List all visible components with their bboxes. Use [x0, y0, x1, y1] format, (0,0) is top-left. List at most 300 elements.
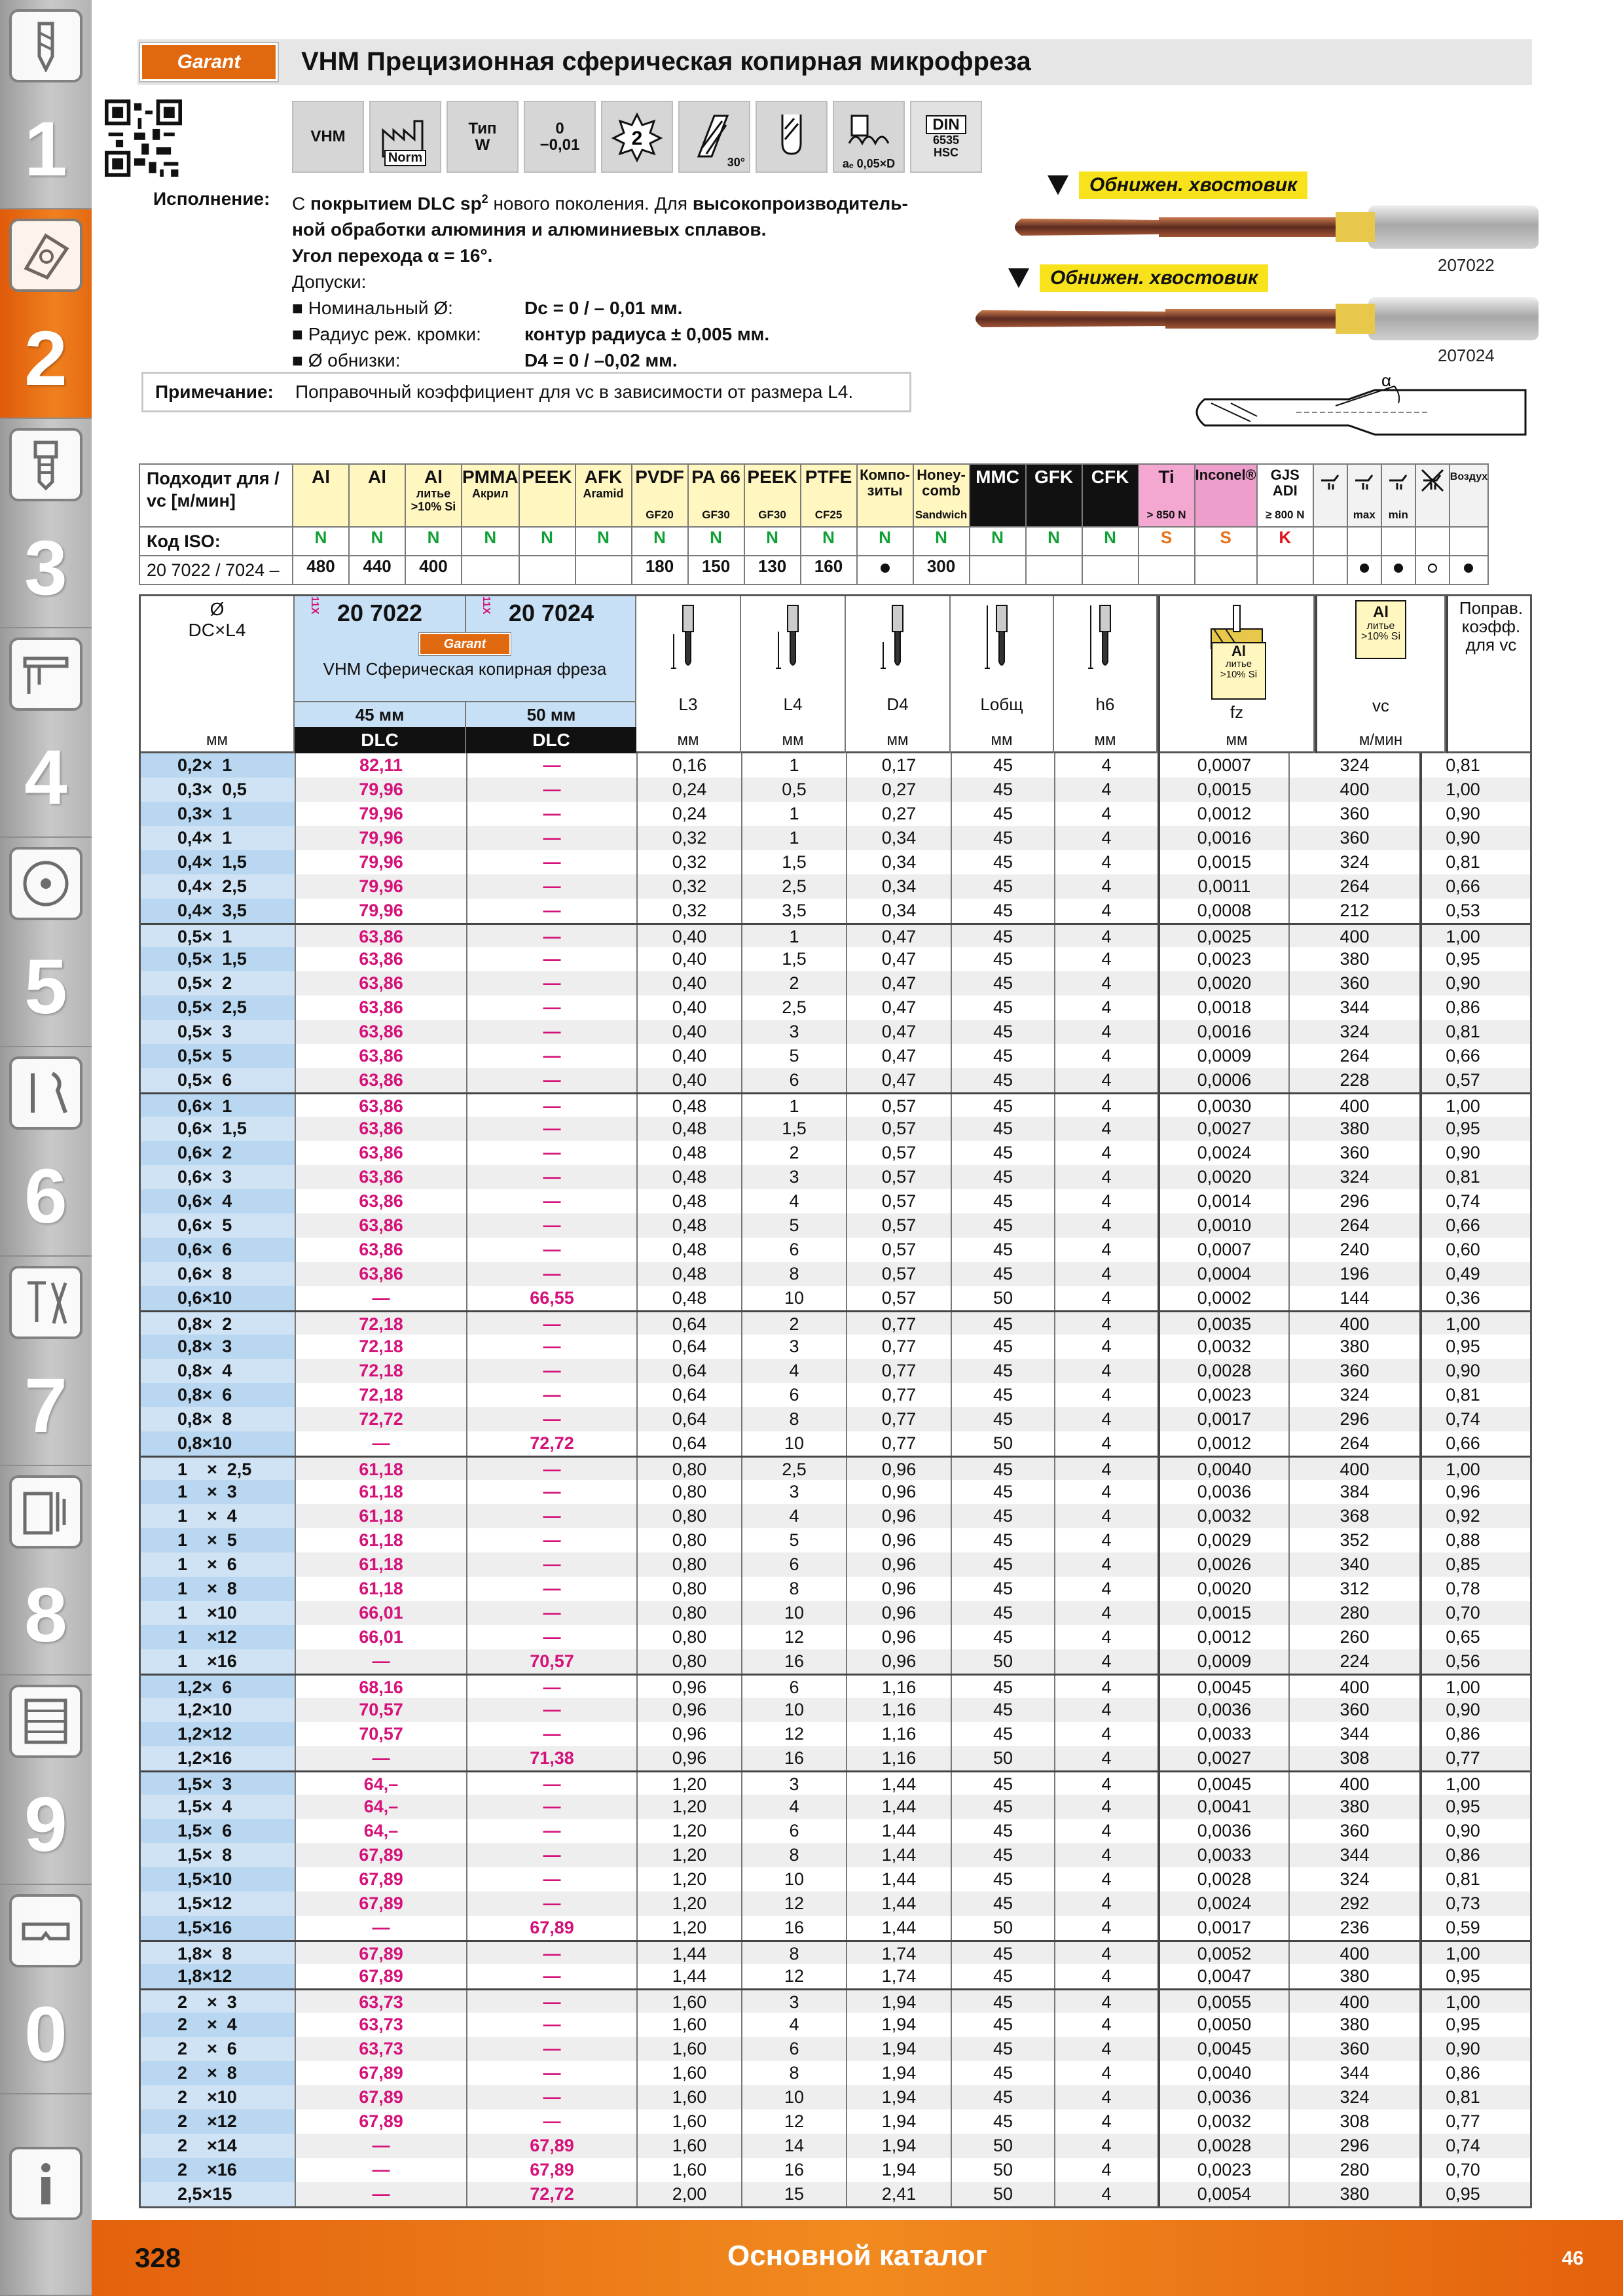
cell-l-total: 45 [951, 2085, 1054, 2109]
cell-speed-vc: 360 [1288, 2037, 1419, 2061]
unit-label: мм [886, 731, 909, 749]
cell-price-207022[interactable]: 61,18 [295, 1528, 466, 1552]
cell-price-207024[interactable]: — [466, 1819, 636, 1843]
cell-feed-fz: 0,0036 [1158, 1698, 1288, 1722]
cell-price-207022[interactable]: 67,89 [295, 1942, 466, 1964]
chapter-tab-info[interactable] [0, 2094, 92, 2296]
cell-price-207022[interactable]: 67,89 [295, 1843, 466, 1867]
cell-l3: 0,32 [636, 826, 741, 850]
cell-price-207022[interactable]: 63,86 [295, 1068, 466, 1092]
table-row[interactable] [141, 1770, 1530, 1795]
table-row[interactable] [141, 2061, 1530, 2085]
cell-l3: 0,80 [636, 1601, 741, 1625]
cell-price-207022[interactable]: 82,11 [295, 753, 466, 778]
cell-price-207022[interactable]: 63,86 [295, 1238, 466, 1262]
cell-price-207024[interactable]: — [466, 1480, 636, 1504]
table-row[interactable] [141, 1189, 1530, 1213]
table-row[interactable] [141, 1698, 1530, 1722]
table-row[interactable] [141, 2109, 1530, 2134]
material-sub: > 850 N [1146, 509, 1186, 521]
iso-code: N [349, 527, 405, 556]
cell-shank-h6: 4 [1054, 850, 1158, 874]
chapter-tab-5[interactable] [0, 838, 92, 1047]
cutting-speed [1082, 556, 1139, 584]
cell-l4: 3 [741, 1990, 846, 2013]
table-row[interactable] [141, 826, 1530, 850]
cell-feed-fz: 0,0016 [1158, 1020, 1288, 1044]
cell-l3: 0,64 [636, 1312, 741, 1335]
cell-price-207024[interactable]: — [466, 802, 636, 826]
table-row[interactable] [141, 1044, 1530, 1068]
cell-speed-vc: 368 [1288, 1504, 1419, 1528]
cell-price-207022[interactable]: 70,57 [295, 1698, 466, 1722]
cell-price-207022[interactable]: 67,89 [295, 2085, 466, 2109]
cell-price-207022[interactable]: 61,18 [295, 1480, 466, 1504]
product-code-207022[interactable] [295, 596, 466, 633]
table-row[interactable] [141, 1577, 1530, 1601]
cell-price-207024[interactable]: — [466, 996, 636, 1020]
cell-price-207024[interactable]: — [466, 874, 636, 899]
cell-price-207022[interactable]: 63,86 [295, 971, 466, 996]
cell-price-207024[interactable]: — [466, 1213, 636, 1238]
cell-speed-vc: 380 [1288, 1795, 1419, 1819]
col-h6-head [1054, 596, 1158, 753]
cell-price-207022[interactable]: 68,16 [295, 1676, 466, 1698]
cell-price-207022[interactable]: — [295, 1916, 466, 1940]
cell-price-207022[interactable]: 63,86 [295, 947, 466, 971]
cell-price-207024[interactable]: — [466, 1964, 636, 1988]
table-row[interactable] [141, 778, 1530, 802]
table-row[interactable] [141, 2134, 1530, 2158]
table-row[interactable] [141, 1916, 1530, 1940]
cell-l-total: 50 [951, 2134, 1054, 2158]
cell-feed-fz: 0,0011 [1158, 874, 1288, 899]
cell-feed-fz: 0,0018 [1158, 996, 1288, 1020]
chapter-tab-8[interactable] [0, 1466, 92, 1676]
cell-price-207022[interactable]: 63,86 [295, 925, 466, 947]
cell-price-207024[interactable]: 67,89 [466, 1916, 636, 1940]
cell-price-207024[interactable]: — [466, 1867, 636, 1892]
table-row[interactable] [141, 1722, 1530, 1746]
table-row[interactable] [141, 1552, 1530, 1577]
cell-price-207022[interactable]: 72,72 [295, 1407, 466, 1431]
table-row[interactable] [141, 1940, 1530, 1964]
table-row[interactable] [141, 971, 1530, 996]
table-row[interactable] [141, 1795, 1530, 1819]
table-row[interactable] [141, 1746, 1530, 1770]
cell-price-207022[interactable]: 67,89 [295, 1964, 466, 1988]
cell-correction: 0,74 [1419, 1407, 1504, 1431]
material-name: PTFE [805, 467, 852, 487]
cutting-speed [1257, 556, 1313, 584]
cell-price-207022[interactable]: 63,86 [295, 1189, 466, 1213]
cell-price-207024[interactable]: — [466, 1601, 636, 1625]
table-row[interactable] [141, 1286, 1530, 1310]
iso-code: S [1195, 527, 1257, 556]
cell-size: 1,2×12 [141, 1722, 295, 1746]
cell-l-total: 45 [951, 2061, 1054, 2085]
cell-price-207022[interactable]: 61,18 [295, 1552, 466, 1577]
cell-price-207022[interactable]: 79,96 [295, 899, 466, 923]
table-row[interactable] [141, 1238, 1530, 1262]
cell-correction: 0,36 [1419, 1286, 1504, 1310]
cell-price-207022[interactable]: 66,01 [295, 1601, 466, 1625]
cell-price-207024[interactable]: — [466, 1552, 636, 1577]
cell-price-207024[interactable]: — [466, 1892, 636, 1916]
cell-price-207022[interactable]: 64,– [295, 1795, 466, 1819]
cell-price-207024[interactable]: — [466, 971, 636, 996]
cell-l-total: 45 [951, 2013, 1054, 2037]
table-row[interactable] [141, 1117, 1530, 1141]
cell-l-total: 45 [951, 1843, 1054, 1867]
cell-l3: 1,60 [636, 2013, 741, 2037]
catalog-title: Основной каталог [727, 2240, 987, 2272]
cell-price-207022[interactable]: — [295, 1649, 466, 1674]
material-col-head [575, 464, 632, 527]
cell-shank-h6: 4 [1054, 1189, 1158, 1213]
cell-price-207022[interactable]: 72,18 [295, 1312, 466, 1335]
cell-l-total: 45 [951, 1312, 1054, 1335]
table-row[interactable] [141, 874, 1530, 899]
table-row[interactable] [141, 1359, 1530, 1383]
cell-price-207022[interactable]: 64,– [295, 1772, 466, 1795]
cell-price-207022[interactable]: 61,18 [295, 1504, 466, 1528]
table-row[interactable] [141, 2158, 1530, 2182]
cell-price-207024[interactable]: — [466, 1990, 636, 2013]
cell-price-207024[interactable]: — [466, 2037, 636, 2061]
cell-feed-fz: 0,0041 [1158, 1795, 1288, 1819]
cutting-speed: 160 [801, 556, 857, 584]
cell-price-207024[interactable]: 72,72 [466, 2182, 636, 2206]
material-name: MMC [976, 467, 1019, 487]
cell-price-207022[interactable]: 63,86 [295, 1213, 466, 1238]
table-row[interactable] [141, 1020, 1530, 1044]
cell-price-207024[interactable]: 72,72 [466, 1431, 636, 1456]
cell-price-207024[interactable]: — [466, 1189, 636, 1213]
cell-feed-fz: 0,0032 [1158, 1504, 1288, 1528]
table-row[interactable] [141, 2182, 1530, 2206]
cell-price-207022[interactable]: 63,73 [295, 1990, 466, 2013]
cell-price-207024[interactable]: — [466, 1359, 636, 1383]
cell-price-207024[interactable]: 67,89 [466, 2158, 636, 2182]
cell-price-207024[interactable]: 67,89 [466, 2134, 636, 2158]
table-row[interactable] [141, 802, 1530, 826]
table-row[interactable] [141, 1528, 1530, 1552]
table-row[interactable] [141, 1504, 1530, 1528]
cell-l3: 0,40 [636, 1020, 741, 1044]
cell-price-207022[interactable]: 63,73 [295, 2037, 466, 2061]
cell-price-207022[interactable]: — [295, 2158, 466, 2182]
chapter-tab-7[interactable] [0, 1257, 92, 1466]
milling-insert-icon [9, 219, 82, 292]
chapter-tab-6[interactable] [0, 1047, 92, 1257]
cell-feed-fz: 0,0023 [1158, 2158, 1288, 2182]
cell-price-207024[interactable]: — [466, 1795, 636, 1819]
cell-price-207024[interactable]: — [466, 778, 636, 802]
cell-speed-vc: 264 [1288, 1213, 1419, 1238]
cell-price-207022[interactable]: 61,18 [295, 1577, 466, 1601]
cell-speed-vc: 308 [1288, 2109, 1419, 2134]
cell-l4: 8 [741, 1262, 846, 1286]
cell-price-207022[interactable]: 63,86 [295, 1044, 466, 1068]
cell-price-207022[interactable]: 72,18 [295, 1383, 466, 1407]
iso-empty [1450, 527, 1488, 556]
cell-price-207024[interactable]: — [466, 1458, 636, 1480]
chapter-tab-2[interactable] [0, 209, 92, 419]
cell-size: 1 × 5 [141, 1528, 295, 1552]
col-fz-head [1158, 596, 1315, 753]
cell-size: 1 ×10 [141, 1601, 295, 1625]
iso-code: N [688, 527, 744, 556]
cell-speed-vc: 360 [1288, 971, 1419, 996]
cell-price-207024[interactable]: — [466, 2061, 636, 2085]
table-row[interactable] [141, 996, 1530, 1020]
table-row[interactable] [141, 1674, 1530, 1698]
cell-price-207022[interactable]: 63,86 [295, 1262, 466, 1286]
chapter-tab-3[interactable] [0, 419, 92, 628]
cell-speed-vc: 228 [1288, 1068, 1419, 1092]
table-row[interactable] [141, 1141, 1530, 1165]
table-row[interactable] [141, 1964, 1530, 1988]
table-row[interactable] [141, 1867, 1530, 1892]
table-row[interactable] [141, 2013, 1530, 2037]
table-row[interactable] [141, 1988, 1530, 2013]
chapter-tab-9[interactable] [0, 1676, 92, 1885]
iso-code: N [801, 527, 857, 556]
cell-size: 0,5× 3 [141, 1020, 295, 1044]
cell-price-207024[interactable]: — [466, 2085, 636, 2109]
cell-l3: 0,40 [636, 925, 741, 947]
table-row[interactable] [141, 899, 1530, 923]
material-col-head [349, 464, 405, 527]
cell-price-207022[interactable]: 63,86 [295, 1020, 466, 1044]
cell-price-207022[interactable]: 67,89 [295, 2061, 466, 2085]
table-row[interactable] [141, 1456, 1530, 1480]
table-row[interactable] [141, 923, 1530, 947]
cell-size: 0,8× 2 [141, 1312, 295, 1335]
table-row[interactable] [141, 1383, 1530, 1407]
cell-l3: 1,60 [636, 2037, 741, 2061]
cell-shank-h6: 4 [1054, 1698, 1158, 1722]
cell-price-207022[interactable]: 63,86 [295, 1094, 466, 1117]
table-row[interactable] [141, 1310, 1530, 1335]
table-row[interactable] [141, 1601, 1530, 1625]
diameter-head-text: Ø DC×L4 [188, 599, 246, 640]
table-row[interactable] [141, 1092, 1530, 1117]
table-row[interactable] [141, 1649, 1530, 1674]
cell-price-207024[interactable]: — [466, 1843, 636, 1867]
cell-shank-h6: 4 [1054, 1213, 1158, 1238]
cell-size: 1 ×16 [141, 1649, 295, 1674]
cell-l4: 4 [741, 1504, 846, 1528]
cell-price-207022[interactable]: — [295, 1746, 466, 1770]
table-row[interactable] [141, 2085, 1530, 2109]
chapter-tab-0[interactable] [0, 1885, 92, 2094]
cell-l-total: 45 [951, 1359, 1054, 1383]
cell-correction: 0,66 [1419, 1431, 1504, 1456]
cell-l-total: 45 [951, 2037, 1054, 2061]
cell-shank-h6: 4 [1054, 2013, 1158, 2037]
al-material-box [1355, 600, 1406, 659]
cell-l-total: 45 [951, 850, 1054, 874]
cell-feed-fz: 0,0024 [1158, 1141, 1288, 1165]
cell-price-207022[interactable]: 79,96 [295, 802, 466, 826]
tool-dimension-icon [668, 603, 708, 675]
cell-price-207022[interactable]: — [295, 1431, 466, 1456]
cell-shank-h6: 4 [1054, 1020, 1158, 1044]
cell-price-207024[interactable]: — [466, 925, 636, 947]
cell-price-207024[interactable]: — [466, 1068, 636, 1092]
cell-price-207024[interactable]: — [466, 947, 636, 971]
cell-price-207024[interactable]: — [466, 1942, 636, 1964]
cell-price-207024[interactable]: — [466, 753, 636, 778]
cell-speed-vc: 296 [1288, 1189, 1419, 1213]
cell-price-207024[interactable]: — [466, 826, 636, 850]
cell-price-207024[interactable]: — [466, 850, 636, 874]
cell-speed-vc: 144 [1288, 1286, 1419, 1310]
cell-price-207024[interactable]: 71,38 [466, 1746, 636, 1770]
cell-price-207024[interactable]: — [466, 1094, 636, 1117]
table-row[interactable] [141, 1335, 1530, 1359]
cell-price-207022[interactable]: 63,86 [295, 1117, 466, 1141]
cell-price-207022[interactable]: 79,96 [295, 874, 466, 899]
cell-price-207022[interactable]: 79,96 [295, 850, 466, 874]
cell-price-207024[interactable]: — [466, 1722, 636, 1746]
table-row[interactable] [141, 850, 1530, 874]
material-col-head [519, 464, 575, 527]
table-row[interactable] [141, 1480, 1530, 1504]
cell-shank-h6: 4 [1054, 1312, 1158, 1335]
cell-d4: 0,34 [846, 874, 951, 899]
cell-price-207022[interactable]: 66,01 [295, 1625, 466, 1649]
cell-d4: 0,77 [846, 1407, 951, 1431]
cell-d4: 0,47 [846, 947, 951, 971]
table-row[interactable] [141, 2037, 1530, 2061]
table-row[interactable] [141, 1068, 1530, 1092]
cell-price-207024[interactable]: — [466, 1383, 636, 1407]
cell-price-207022[interactable]: 67,89 [295, 1892, 466, 1916]
col-l4-head [741, 596, 846, 753]
material-col-head [1257, 464, 1313, 527]
reduced-shank-banner-2 [1008, 262, 1268, 295]
cell-price-207024[interactable]: — [466, 1407, 636, 1431]
iso-code: N [1082, 527, 1139, 556]
cell-size: 0,4× 3,5 [141, 899, 295, 923]
cell-price-207024[interactable]: — [466, 1698, 636, 1722]
cell-size: 1,5×16 [141, 1916, 295, 1940]
cell-l4: 2 [741, 1141, 846, 1165]
cell-price-207024[interactable]: — [466, 1262, 636, 1286]
cell-price-207022[interactable]: 67,89 [295, 1867, 466, 1892]
table-row[interactable] [141, 1165, 1530, 1189]
cell-price-207024[interactable]: — [466, 1141, 636, 1165]
chapter-tab-4[interactable] [0, 628, 92, 838]
qr-code-icon[interactable] [105, 99, 182, 177]
cell-price-207022[interactable]: 63,86 [295, 1141, 466, 1165]
cell-correction: 0,74 [1419, 2134, 1504, 2158]
al-material-box [1211, 642, 1266, 700]
table-row[interactable] [141, 947, 1530, 971]
table-row[interactable] [141, 1819, 1530, 1843]
cell-price-207022[interactable]: 70,57 [295, 1722, 466, 1746]
cell-price-207024[interactable]: — [466, 1238, 636, 1262]
cell-price-207024[interactable]: — [466, 1165, 636, 1189]
text: высокопроизводитель- [692, 193, 908, 214]
cell-price-207022[interactable]: 79,96 [295, 778, 466, 802]
cell-shank-h6: 4 [1054, 1141, 1158, 1165]
cell-price-207022[interactable]: — [295, 1286, 466, 1310]
cell-l-total: 45 [951, 1020, 1054, 1044]
table-row[interactable] [141, 1213, 1530, 1238]
cell-l3: 0,32 [636, 874, 741, 899]
cell-speed-vc: 344 [1288, 2061, 1419, 2085]
table-row[interactable] [141, 1431, 1530, 1456]
cell-price-207024[interactable]: — [466, 1335, 636, 1359]
table-row[interactable] [141, 1625, 1530, 1649]
cell-price-207022[interactable]: — [295, 2182, 466, 2206]
cell-feed-fz: 0,0045 [1158, 2037, 1288, 2061]
cell-d4: 1,44 [846, 1867, 951, 1892]
cell-price-207024[interactable]: — [466, 1044, 636, 1068]
cell-price-207024[interactable]: — [466, 1577, 636, 1601]
cell-price-207024[interactable]: 66,55 [466, 1286, 636, 1310]
cell-price-207022[interactable]: 64,– [295, 1819, 466, 1843]
table-row[interactable] [141, 1892, 1530, 1916]
cell-price-207022[interactable]: 63,86 [295, 1165, 466, 1189]
cell-price-207024[interactable]: — [466, 1312, 636, 1335]
cell-price-207022[interactable]: 79,96 [295, 826, 466, 850]
cell-price-207024[interactable]: — [466, 1504, 636, 1528]
cell-price-207024[interactable]: — [466, 1772, 636, 1795]
cell-correction: 0,65 [1419, 1625, 1504, 1649]
cell-speed-vc: 400 [1288, 1990, 1419, 2013]
cell-price-207024[interactable]: — [466, 1020, 636, 1044]
cell-price-207024[interactable]: — [466, 1528, 636, 1552]
cell-shank-h6: 4 [1054, 996, 1158, 1020]
cell-l4: 4 [741, 1359, 846, 1383]
cell-price-207024[interactable]: — [466, 899, 636, 923]
cell-price-207024[interactable]: — [466, 1117, 636, 1141]
table-row[interactable] [141, 1843, 1530, 1867]
tile-helix [678, 101, 750, 173]
product-code-207024[interactable] [466, 596, 636, 633]
cell-feed-fz: 0,0008 [1158, 899, 1288, 923]
cell-price-207024[interactable]: — [466, 2013, 636, 2037]
table-row[interactable] [141, 1407, 1530, 1431]
cell-price-207022[interactable]: 72,18 [295, 1359, 466, 1383]
cell-price-207022[interactable]: 61,18 [295, 1458, 466, 1480]
cell-price-207022[interactable]: — [295, 2134, 466, 2158]
chapter-tab-1[interactable] [0, 0, 92, 209]
cell-price-207024[interactable]: — [466, 1676, 636, 1698]
cell-l4: 16 [741, 1746, 846, 1770]
dimension-label: h6 [1095, 694, 1115, 714]
cell-l3: 1,20 [636, 1892, 741, 1916]
cell-size: 1,2×16 [141, 1746, 295, 1770]
col-d4-head [846, 596, 951, 753]
cell-d4: 1,44 [846, 1892, 951, 1916]
cell-price-207022[interactable]: 63,86 [295, 996, 466, 1020]
table-row[interactable] [141, 753, 1530, 778]
cell-correction: 0,66 [1419, 874, 1504, 899]
table-row[interactable] [141, 1262, 1530, 1286]
cell-price-207024[interactable]: — [466, 1625, 636, 1649]
cell-price-207024[interactable]: — [466, 2109, 636, 2134]
cell-price-207022[interactable]: 67,89 [295, 2109, 466, 2134]
cell-price-207024[interactable]: 70,57 [466, 1649, 636, 1674]
cell-price-207022[interactable]: 72,18 [295, 1335, 466, 1359]
cell-price-207022[interactable]: 63,73 [295, 2013, 466, 2037]
